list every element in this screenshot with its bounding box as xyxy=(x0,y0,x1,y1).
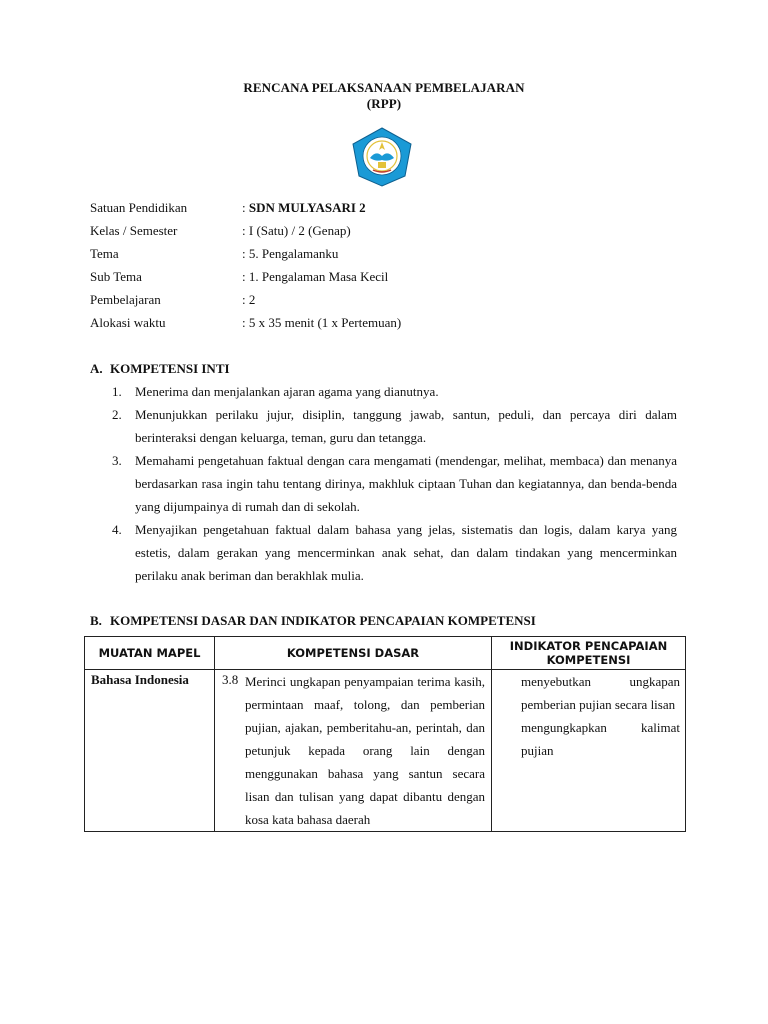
list-item-text: Menunjukkan perilaku jujur, disiplin, tanggung jawab, santun, peduli, dan percaya diri dalam berinteraksi dengan keluarga, teman, guru dan tetangga. xyxy=(135,407,677,445)
table-header-row xyxy=(85,637,686,670)
school-name: SDN MULYASARI 2 xyxy=(248,200,366,215)
identity-value: : 1. Pengalaman Masa Kecil xyxy=(242,269,389,284)
list-item xyxy=(492,670,685,716)
document-subtitle: (RPP) xyxy=(366,96,402,111)
indicator-text: menyebutkan ungkapan pemberian pujian secara lisan xyxy=(521,674,680,712)
kd-number: 3.8 xyxy=(222,672,239,687)
kd-content xyxy=(215,670,491,831)
identity-label: Sub Tema xyxy=(90,269,142,284)
list-item xyxy=(492,716,685,762)
list-item-text: Menyajikan pengetahuan faktual dalam bahasa yang jelas, sistematis dan logis, dalam karya yang estetis, dalam gerakan yang mencerminkan anak sehat, dan dalam tindakan yang mencerminkan perilaku anak beriman dan berakhlak mulia. xyxy=(135,522,677,583)
header-kompetensi-dasar: KOMPETENSI DASAR xyxy=(215,637,492,670)
table-row xyxy=(85,670,686,832)
document-title: RENCANA PELAKSANAAN PEMBELAJARAN xyxy=(243,80,525,95)
identity-value: : 5. Pengalamanku xyxy=(242,246,339,261)
list-item xyxy=(112,403,677,449)
theme: 5. Pengalamanku xyxy=(248,246,339,261)
identity-label: Alokasi waktu xyxy=(90,315,166,330)
indicator-text: mengungkapkan kalimat pujian xyxy=(521,720,680,758)
subtheme: 1. Pengalaman Masa Kecil xyxy=(248,269,389,284)
section-letter: A. xyxy=(90,361,103,376)
section-title: KOMPETENSI INTI xyxy=(110,361,230,376)
identity-label: Tema xyxy=(90,246,119,261)
section-a-heading xyxy=(90,361,230,377)
list-item-number: 4. xyxy=(112,522,122,537)
list-item-text: Menerima dan menjalankan ajaran agama yang dianutnya. xyxy=(135,384,439,399)
kd-text: Merinci ungkapan penyampaian terima kasih, permintaan maaf, tolong, dan pemberian pujian, ajakan, pemberitahu-an, perintah, dan petunjuk kepada orang lain dengan menggunakan bahasa yang santun secara lisan dan tulisan yang dapat dibantu dengan kosa kata bahasa daerah xyxy=(245,674,485,827)
section-b-heading xyxy=(90,613,536,629)
list-item xyxy=(112,380,677,403)
identity-value: : 5 x 35 menit (1 x Pertemuan) xyxy=(242,315,402,330)
identity-label: Kelas / Semester xyxy=(90,223,178,238)
time-allocation: 5 x 35 menit (1 x Pertemuan) xyxy=(248,315,402,330)
list-item xyxy=(112,518,677,587)
identity-value: : I (Satu) / 2 (Genap) xyxy=(242,223,351,238)
header-mapel: MUATAN MAPEL xyxy=(85,637,215,670)
cell-kompetensi-dasar xyxy=(215,670,492,832)
list-item xyxy=(112,449,677,518)
list-item-number: 2. xyxy=(112,407,122,422)
list-item-number: 1. xyxy=(112,384,122,399)
lesson-number: 2 xyxy=(248,292,256,307)
cell-indikator xyxy=(492,670,686,832)
list-item-number: 3. xyxy=(112,453,122,468)
class-semester: I (Satu) / 2 (Genap) xyxy=(248,223,351,238)
school-emblem-icon xyxy=(349,126,415,188)
section-letter: B. xyxy=(90,613,102,628)
section-title: KOMPETENSI DASAR DAN INDIKATOR PENCAPAIAN KOMPETENSI xyxy=(110,613,536,628)
competency-table xyxy=(84,636,686,832)
cell-mapel: Bahasa Indonesia xyxy=(85,670,215,832)
identity-label: Satuan Pendidikan xyxy=(90,200,188,215)
identity-value: : 2 xyxy=(242,292,256,307)
list-item-text: Memahami pengetahuan faktual dengan cara mengamati (mendengar, melihat, membaca) dan menanya berdasarkan rasa ingin tahu tentang dirinya, makhluk ciptaan Tuhan dan kegiatannya, dan benda-benda yang dijumpainya di rumah dan di sekolah. xyxy=(135,453,677,514)
identity-label: Pembelajaran xyxy=(90,292,161,307)
identity-value: : SDN MULYASARI 2 xyxy=(242,200,366,215)
header-indikator: INDIKATOR PENCAPAIAN KOMPETENSI xyxy=(492,637,686,670)
